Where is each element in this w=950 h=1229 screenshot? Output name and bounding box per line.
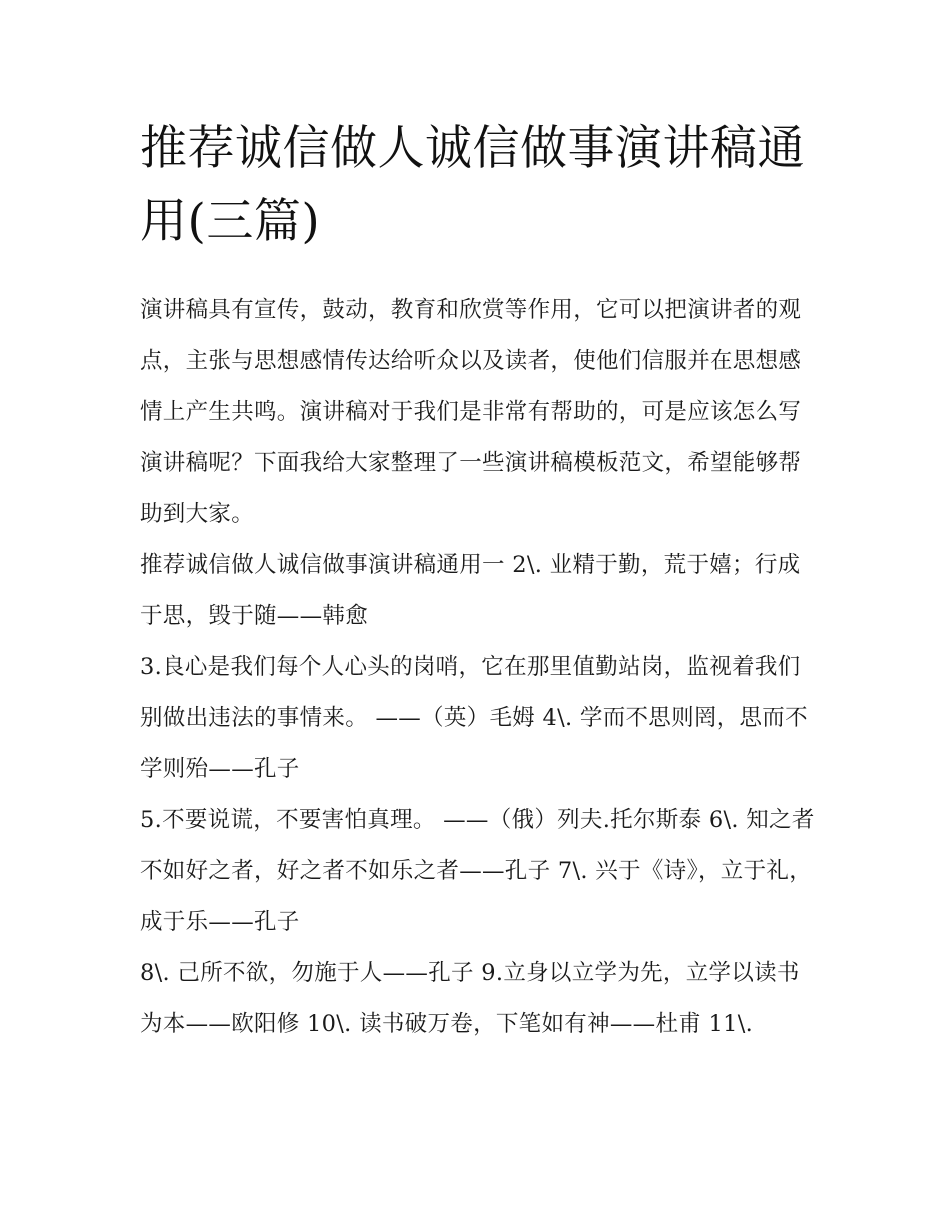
document-content [140,112,820,1050]
document-body [140,285,820,1050]
quote-paragraph-1: 推荐诚信做人诚信做事演讲稿通用一 2\. 业精于勤，荒于嬉；行成于思，毁于随——韩愈 [140,552,801,629]
quote-paragraph-4: 8\. 己所不欲，勿施于人——孔子 9.立身以立学为先，立学以读书为本——欧阳修 10\. 读书破万卷，下笔如有神——杜甫 11\. [140,960,800,1037]
quote-paragraph-2: 3.良心是我们每个人心头的岗哨，它在那里值勤站岗，监视着我们别做出违法的事情来。 ——（英）毛姆 4\. 学而不思则罔，思而不学则殆——孔子 [140,654,808,782]
quote-paragraph-3: 5.不要说谎，不要害怕真理。 ——（俄）列夫.托尔斯泰 6\. 知之者不如好之者，好之者不如乐之者——孔子 7\. 兴于《诗》，立于礼，成于乐——孔子 [140,807,815,935]
intro-paragraph: 演讲稿具有宣传，鼓动，教育和欣赏等作用，它可以把演讲者的观点，主张与思想感情传达给听众以及读者，使他们信服并在思想感情上产生共鸣。演讲稿对于我们是非常有帮助的，可是应该怎么写演讲稿呢？下面我给大家整理了一些演讲稿模板范文，希望能够帮助到大家。 [140,297,802,527]
document-title: 推荐诚信做人诚信做事演讲稿通用(三篇) [140,121,805,249]
